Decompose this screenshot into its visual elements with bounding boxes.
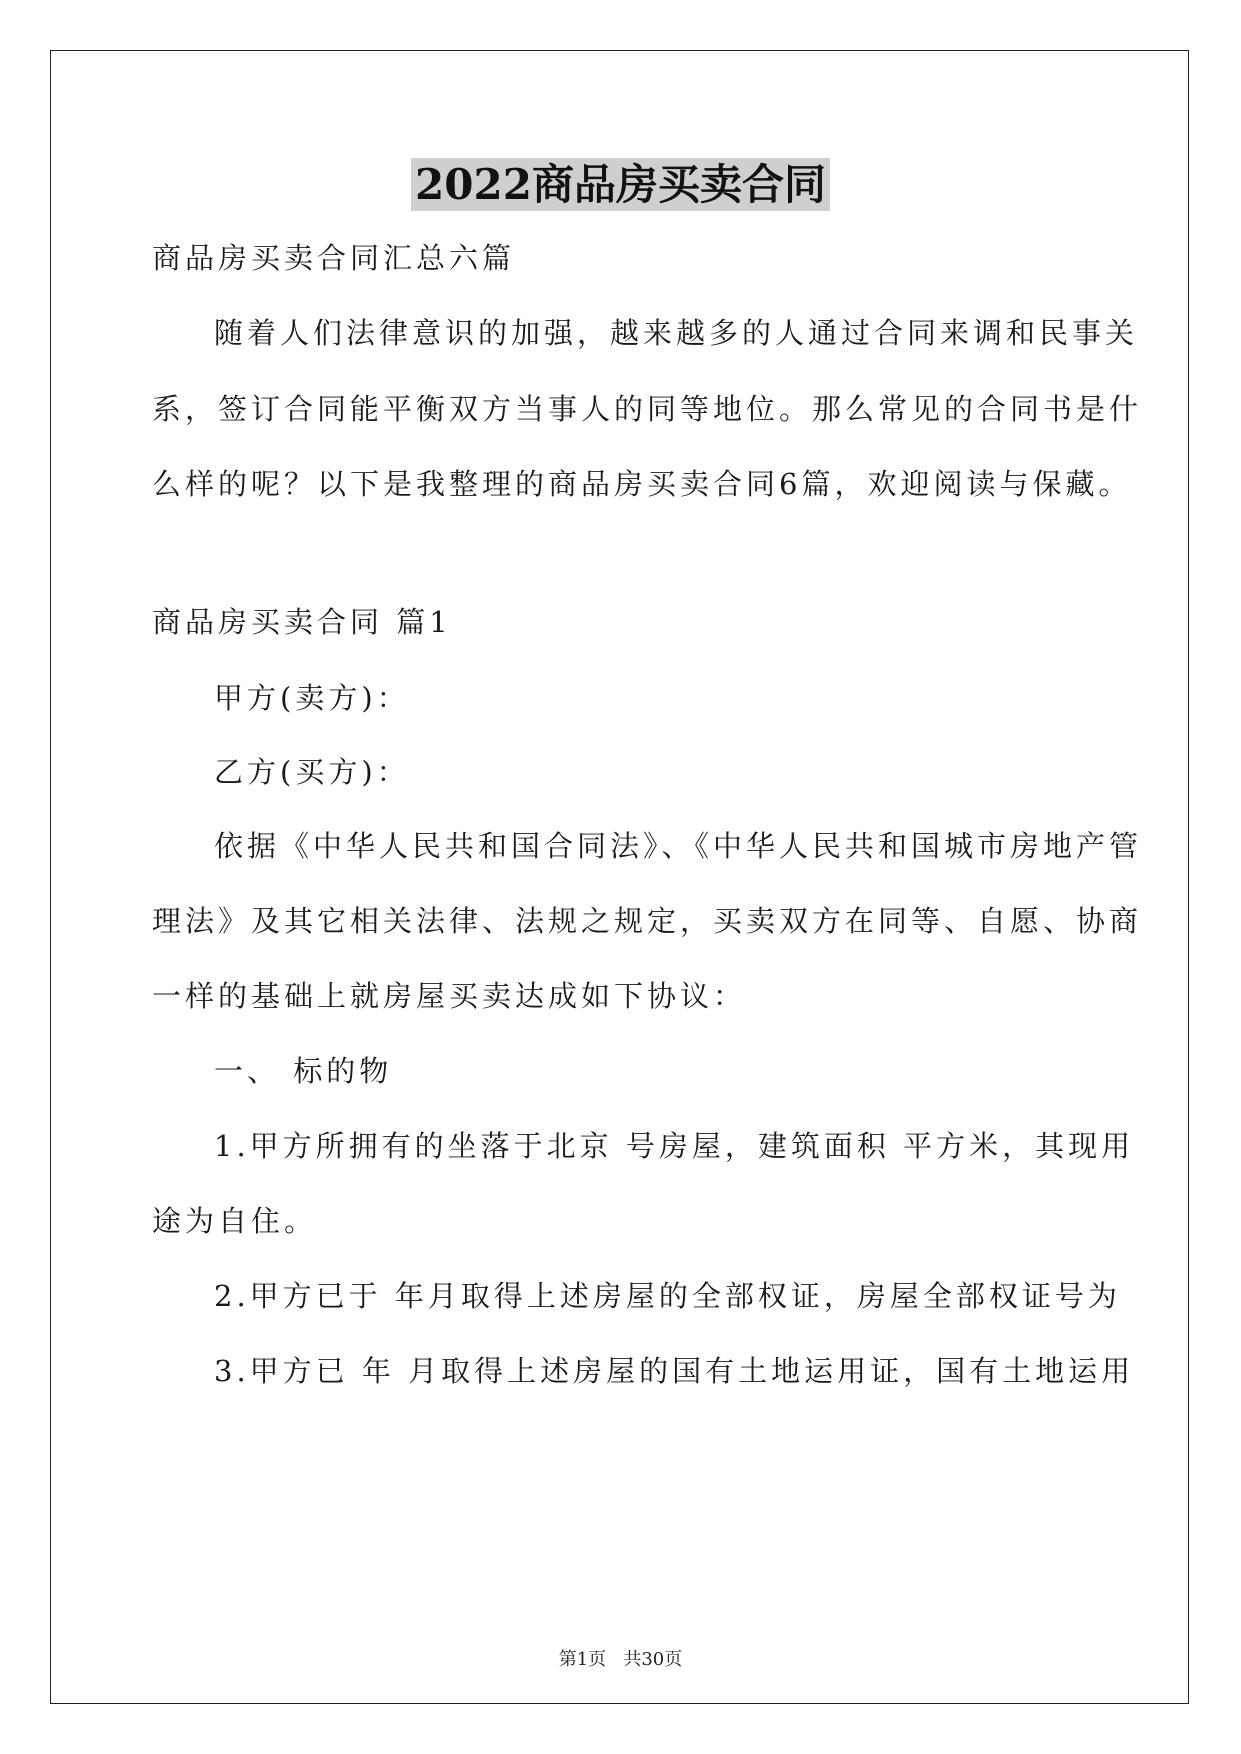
section-heading: 商品房买卖合同 篇1 <box>152 605 452 639</box>
basis-line-3: 一样的基础上就房屋买卖达成如下协议： <box>152 979 747 1013</box>
basis-line-2: 理法》及其它相关法律、法规之规定，买卖双方在同等、自愿、协商 <box>152 904 1143 938</box>
intro-line-2: 系，签订合同能平衡双方当事人的同等地位。那么常见的合同书是什 <box>152 392 1143 426</box>
clause-1-line-1: 1.甲方所拥有的坐落于北京 号房屋，建筑面积 平方米，其现用 <box>214 1129 1135 1163</box>
document-subtitle: 商品房买卖合同汇总六篇 <box>152 241 516 275</box>
intro-line-3: 么样的呢？以下是我整理的商品房买卖合同6篇，欢迎阅读与保藏。 <box>152 467 1132 501</box>
title-text: 2022商品房买卖合同 <box>411 158 830 211</box>
intro-line-1: 随着人们法律意识的加强，越来越多的人通过合同来调和民事关 <box>214 316 1139 350</box>
clause-3: 3.甲方已 年 月取得上述房屋的国有土地运用证，国有土地运用 <box>214 1354 1135 1388</box>
basis-line-1: 依据《中华人民共和国合同法》、《中华人民共和国城市房地产管 <box>214 829 1143 863</box>
clause-1-line-2: 途为自住。 <box>152 1204 318 1238</box>
document-title <box>0 155 1241 215</box>
party-a: 甲方(卖方)： <box>214 681 410 715</box>
page-footer: 第1页 共30页 <box>558 1649 683 1670</box>
clause-2: 2.甲方已于 年月取得上述房屋的全部权证，房屋全部权证号为 <box>214 1279 1121 1313</box>
page-border <box>50 50 1189 1704</box>
party-b: 乙方(买方)： <box>214 755 410 789</box>
clause-heading: 一、 标的物 <box>214 1054 393 1088</box>
